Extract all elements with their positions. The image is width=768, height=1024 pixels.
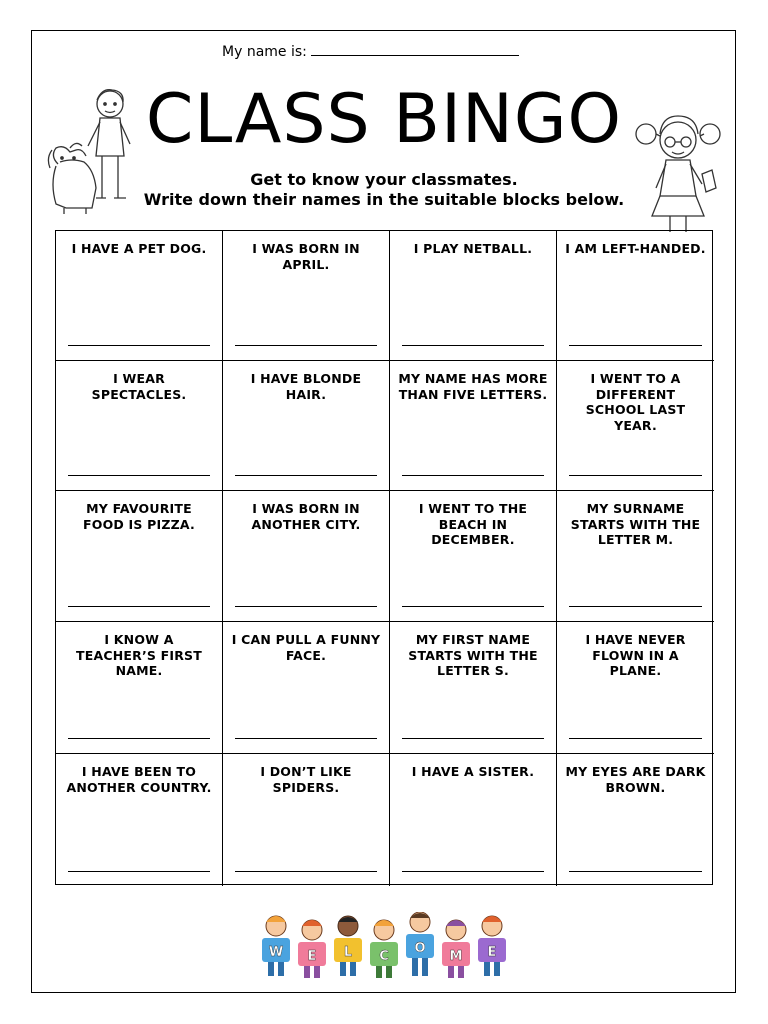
answer-line[interactable] [235,738,377,739]
bingo-cell[interactable] [557,754,714,886]
bingo-cell[interactable] [390,361,557,491]
bingo-prompt: I WAS BORN IN ANOTHER CITY. [251,501,361,532]
bingo-prompt: MY FIRST NAME STARTS WITH THE LETTER S. [408,632,538,678]
answer-line[interactable] [402,738,544,739]
name-label: My name is: [222,44,307,60]
bingo-prompt: I KNOW A TEACHER’S FIRST NAME. [76,632,202,678]
bingo-cell[interactable] [223,622,390,754]
welcome-letter: L [343,945,353,960]
bingo-prompt: I AM LEFT-HANDED. [565,241,706,256]
bingo-cell[interactable] [557,622,714,754]
bingo-cell[interactable] [390,754,557,886]
answer-line[interactable] [68,475,210,476]
welcome-letter: E [307,949,317,964]
bingo-cell[interactable] [56,231,223,361]
welcome-letter: E [487,945,497,960]
welcome-letter: C [379,949,389,964]
bingo-cell[interactable] [56,361,223,491]
answer-line[interactable] [402,475,544,476]
answer-line[interactable] [68,871,210,872]
bingo-prompt: I HAVE NEVER FLOWN IN A PLANE. [585,632,686,678]
answer-line[interactable] [235,606,377,607]
bingo-prompt: I WEAR SPECTACLES. [91,371,187,402]
bingo-prompt: I HAVE A SISTER. [411,764,535,779]
bingo-cell[interactable] [557,491,714,622]
answer-line[interactable] [68,345,210,346]
welcome-letter: W [268,945,284,960]
bingo-cell[interactable] [557,231,714,361]
subtitle-line-2: Write down their names in the suitable blocks below. [143,190,625,209]
answer-line[interactable] [235,871,377,872]
subtitle-line-1: Get to know your classmates. [250,170,518,189]
bingo-prompt: MY FAVOURITE FOOD IS PIZZA. [83,501,195,532]
bingo-cell[interactable] [56,754,223,886]
name-blank[interactable] [311,42,519,56]
answer-line[interactable] [569,475,702,476]
bingo-cell[interactable] [390,491,557,622]
answer-line[interactable] [569,606,702,607]
bingo-cell[interactable] [223,754,390,886]
answer-line[interactable] [569,738,702,739]
answer-line[interactable] [68,606,210,607]
bingo-cell[interactable] [56,622,223,754]
welcome-letter: M [449,949,463,964]
bingo-prompt: I WENT TO THE BEACH IN DECEMBER. [418,501,528,547]
bingo-prompt: MY EYES ARE DARK BROWN. [565,764,706,795]
bingo-grid [55,230,713,885]
welcome-letter: O [414,941,426,956]
bingo-prompt: I HAVE A PET DOG. [71,241,207,256]
bingo-prompt: MY SURNAME STARTS WITH THE LETTER M. [570,501,701,547]
bingo-prompt: I PLAY NETBALL. [413,241,533,256]
bingo-cell[interactable] [557,361,714,491]
name-line [222,42,519,60]
bingo-cell[interactable] [390,231,557,361]
answer-line[interactable] [402,871,544,872]
answer-line[interactable] [235,345,377,346]
answer-line[interactable] [402,606,544,607]
bingo-prompt: I CAN PULL A FUNNY FACE. [231,632,381,663]
bingo-prompt: I DON’T LIKE SPIDERS. [260,764,352,795]
answer-line[interactable] [569,345,702,346]
bingo-cell[interactable] [223,491,390,622]
answer-line[interactable] [235,475,377,476]
bingo-cell[interactable] [56,491,223,622]
page-title: CLASS BINGO [145,80,623,159]
bingo-cell[interactable] [223,361,390,491]
bingo-cell[interactable] [390,622,557,754]
welcome-kids-illustration [254,912,514,982]
bingo-prompt: I HAVE BLONDE HAIR. [250,371,362,402]
bingo-prompt: MY NAME HAS MORE THAN FIVE LETTERS. [398,371,548,402]
bingo-prompt: I WENT TO A DIFFERENT SCHOOL LAST YEAR. [585,371,686,433]
answer-line[interactable] [68,738,210,739]
bingo-prompt: I WAS BORN IN APRIL. [252,241,360,272]
answer-line[interactable] [569,871,702,872]
bingo-prompt: I HAVE BEEN TO ANOTHER COUNTRY. [66,764,212,795]
answer-line[interactable] [402,345,544,346]
bingo-cell[interactable] [223,231,390,361]
